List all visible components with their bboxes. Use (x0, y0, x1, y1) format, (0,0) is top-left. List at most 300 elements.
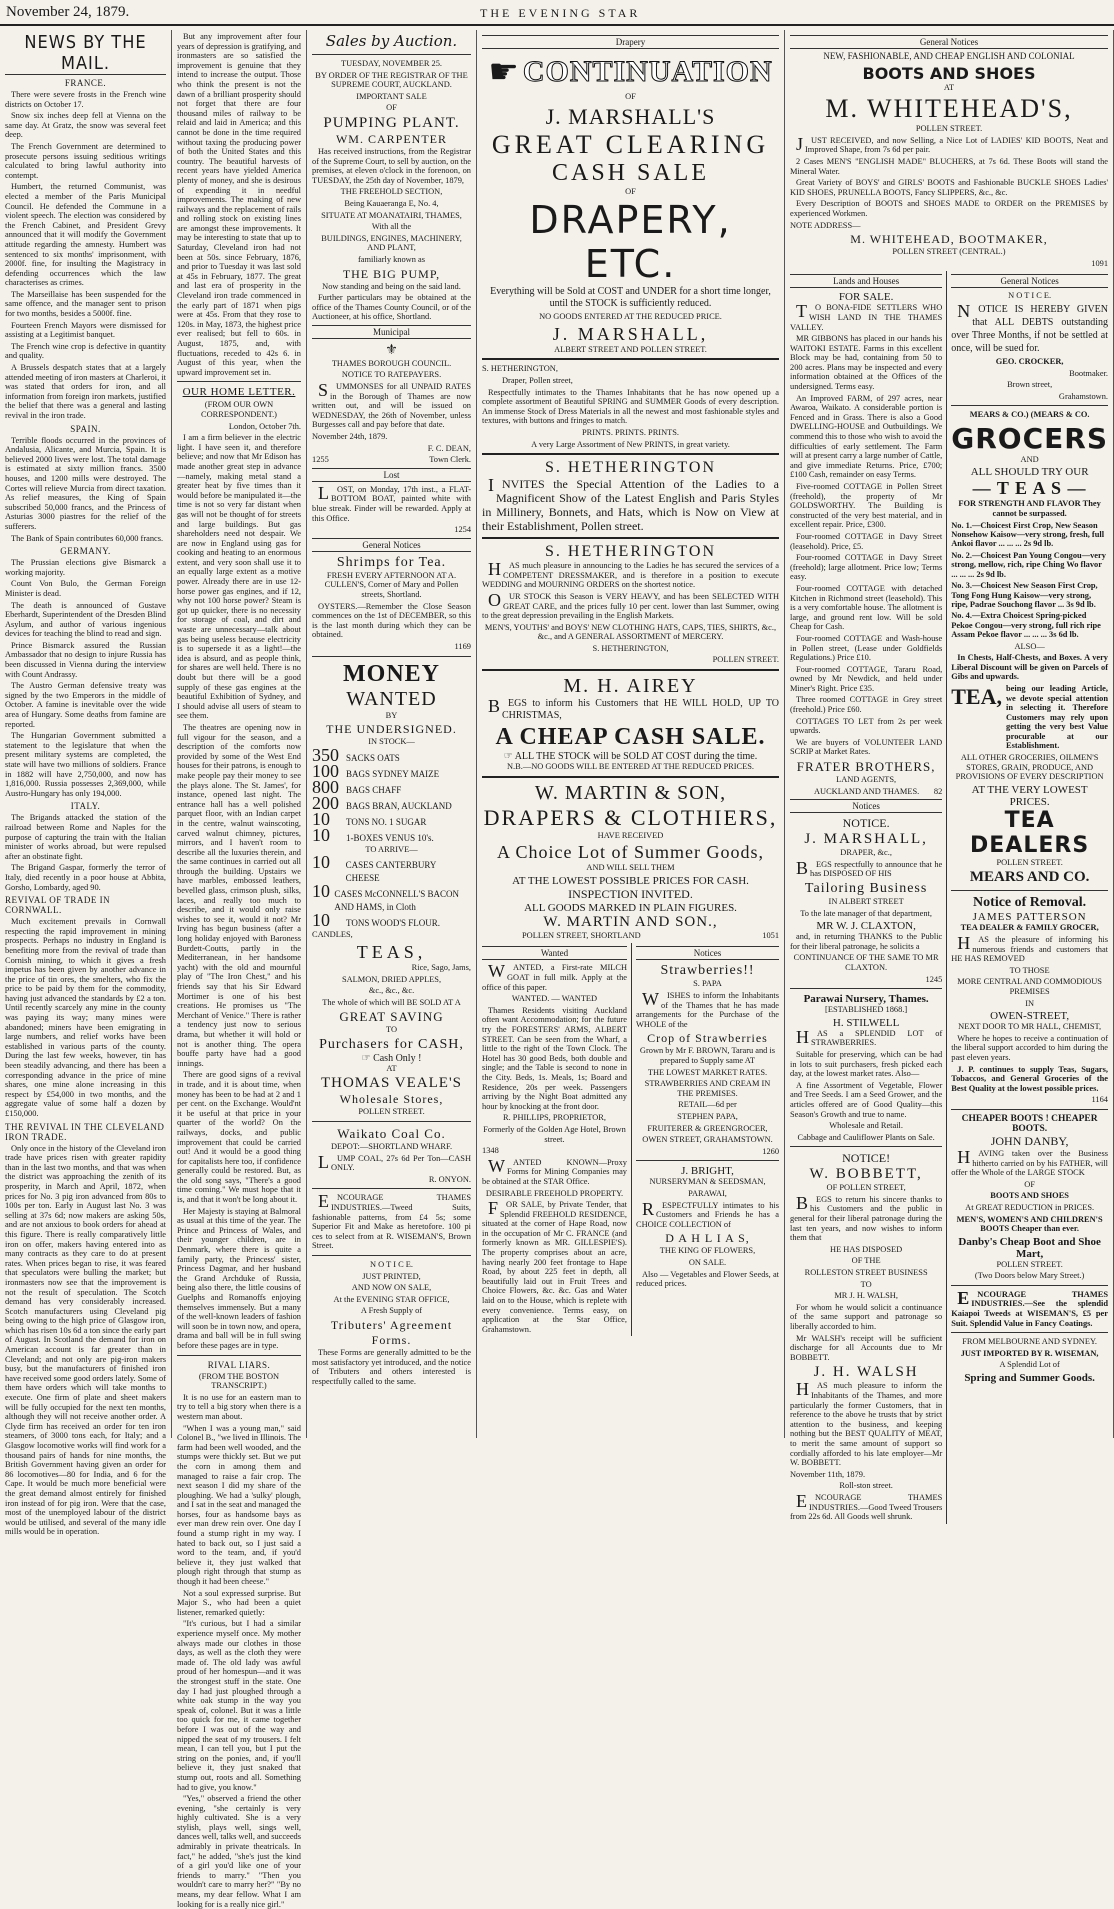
ad-line: NEXT DOOR TO MR HALL, CHEMIST, (958, 1022, 1102, 1032)
auction-sale: IMPORTANT SALE (356, 91, 427, 101)
article-paragraph: "It's curious, but I had a similar experience myself once. My mother always made our clothes in those days, as well as the cloth they were made of. The old lady was awful proud of her homespun—and it was the strongest stuff in the state. One day I had just ploughed through a white oak stump in the way you speak of, colonel. But it was a little too quick for me, it came together before I was out of the way and nipped the seat of my trousers. I felt mean, I can tell you, but I put the string on the ponies, and, if you'll believe it, they just snaked that stump out, roots and all. Something had to give, you know." (177, 1619, 301, 1792)
stock-description: BAGS BRAN, AUCKLAND (346, 800, 452, 811)
ad-text: Thames Residents visiting Auckland often want Accommodation; for the future try the FORESTERS' ARMS, ALBERT STREET. Can be seen from the Wharf, a little to the right of the Town Clock. The Hotel has 30 good Beds, both double and single; and the Table is second to none in the City. Beds, 1s. Meals, 1s; Board and Residence, 20s per week. Passengers arriving by the Night Boat admitted any hour by knocking at the front door. (482, 1005, 627, 1111)
ad-line: N O T I C E. (1008, 291, 1052, 301)
auction-order: BY ORDER OF THE REGISTRAR OF THE SUPREME COURT, AUCKLAND. (315, 70, 468, 90)
ad-number: 82 (933, 786, 943, 796)
ad-line: A very Large Assortment of New PRINTS, in great variety. (531, 439, 730, 449)
ad-text: LUMP COAL, 27s 6d Per Ton—CASH ONLY. (318, 1151, 471, 1173)
ad-line: POLLEN STREET. (712, 655, 779, 665)
divider (482, 358, 779, 360)
stock-quantity: 10 (312, 808, 330, 829)
column-news (0, 30, 172, 1537)
ad-footer (482, 931, 779, 941)
stock-item (312, 910, 471, 931)
ad-line: THE UNDERSIGNED. (326, 722, 457, 737)
ad-text: BEGS to inform his Customers that HE WILL HOLD, UP TO CHRISTMAS, (488, 696, 779, 722)
ad-title: M. WHITEHEAD, BOOTMAKER, (850, 232, 1048, 247)
auction-of: OF (386, 103, 397, 113)
auction-heading: Sales by Auction. (325, 32, 458, 50)
ad-line: With all the (371, 222, 412, 232)
ad-line: ALL SHOULD TRY OUR (970, 466, 1089, 479)
article-paragraph: The Brigands attacked the station of the railroad between Rome and Naples for the purpose of capturing the train with the Italian minister of works abroad, but were repulsed after an obstinate fight. (5, 813, 166, 861)
ad-line: Bootmaker. (1069, 368, 1108, 378)
ad-title: A CHEAP CASH SALE. (495, 724, 766, 751)
ad-line: MEARS & CO.) (MEARS & CO. (969, 410, 1090, 420)
ad-line: FROM MELBOURNE AND SYDNEY. (962, 1337, 1098, 1347)
article-paragraph: "When I was a young man," said Colonel B., "we lived in Illinois. The farm had been well wooded, and the stumps were thickly set. But we put the corn in among them and managed to raise a fair crop. The next season I did my share of the ploughing. We had a 'sulky' plough, and I sat in the seat and managed the horses, four as handsome bays as ever man drew rein over. One day I found a stump right in my way. I hated to back out, so I just said a word to the team, and, if you'd believe it, they just walked that plough right through that stump as though it had been cheese." (177, 1423, 301, 1587)
ad-title: J. MARSHALL, (552, 323, 709, 344)
ad-text: Three roomed COTTAGE in Grey street (freehold.) Price £60. (790, 695, 943, 715)
ad-text: SUMMONSES for all UNPAID RATES in the Borough of Thames are now written out, and will be issued on WEDNESDAY, the 26th of November, unless Burgesses call and pay before that date. (312, 380, 471, 430)
ad-text: Four-roomed COTTAGE in Davy Street (leasehold). Price, £5. (790, 531, 943, 551)
stock-quantity: 200 (312, 792, 339, 813)
ad-line: Roll-ston street. (839, 1481, 893, 1491)
ad-title: H. STILWELL (832, 1016, 900, 1029)
ad-title: Parawai Nursery, Thames. (803, 993, 929, 1006)
ad-text: OYSTERS.—Remember the Close Season commences on the 1st of DECEMBER, so this is the last month during which they can be obtained. (312, 601, 471, 640)
ad-title: W. MARTIN AND SON., (543, 913, 718, 930)
ad-text: being our leading Article, we devote special attention in selecting it. Therefore Customers may rely upon getting the very best Value procurable at our Establishment. (1006, 683, 1108, 751)
article-paragraph: The theatres are opening now in full vigour for the season, and a description of the comforts now provided by some of the West End houses for their patrons, is enough to make people pay their money to see the plays alone. The St. James', for instance, opened last night. The entrance hall has a well polished parquet floor, with an Indian carpet in the centre, walnut wainscoting, carved walnut chimney, pictures, mirrors, and I haven't room to describe all the luxuries therein, and the same continues in carried out all through the building. Upstairs we have marbles, embossed leathers, bevelled glass, crimson plush, silks, laces, and really too much to describe, and it would only raise wishes to see it, would it not? Mr Irving has begun business (after a long holiday enjoyed with Baroness Burdett-Coutts, partly in the Mediterranean, in her handsome yacht) with the old and mournful play of "The Iron Chest," and his friends say that his Sir Edward Mortimer is one of his best creations. He promises us "The Merchant of Venice." There is rather a tendency just now to serious drama, but whether it will hold or not is another thing. The opera bouffe party have had a good innings. (177, 722, 301, 1068)
section-bar: General Notices (951, 274, 1108, 288)
ad-text: HAS much pleasure to inform the Inhabitants of the Thames, and more particularly the former Customers, that in reference to the above he trusts that by strict attention to the business, and keeping nothing but the BEST QUALITY of MEAT, to merit the same amount of support so cordially afforded to his late employer—Mr W. BOBBETT. (790, 1379, 943, 1468)
ad-title: TEA, (951, 683, 1002, 709)
article-paragraph: Her Majesty is staying at Balmoral as usual at this time of the year. The Prince and Princess of Wales, and their younger children, are in Denmark, where there is quite a family party, the Princess' sister, Princess Dagmar, and her husband the Grand Archduke of Russia, being also there, the little cousins of Guelphs and Romanoffs enjoying themselves immensely. But a many of the well-known leaders of fashion will soon be in town now, and opera, drama and ball will be in full swing before these pages are in type. (177, 1206, 301, 1350)
stock-description: BAGS CHAFF (346, 784, 402, 795)
ad-text: Four-roomed COTTAGE and Wash-house in Pollen street, (Lease under Goldfields Regulations.) Price £10. (790, 633, 943, 663)
ad-line: OF (1024, 1179, 1035, 1189)
ad-text: HAVING taken over the Business hitherto carried on by his FATHER, will offer the Whole of the LARGE STOCK (951, 1146, 1108, 1178)
ad-line: &c., &c., &c. (368, 986, 415, 996)
article-paragraph: The Austro German defensive treaty was signed by the two Emperors in the middle of October. A famine is inevitable over the wide area of Hungary. Some deaths from famine are reported. (5, 681, 166, 729)
ad-text: OUR STOCK this Season is VERY HEAVY, and has been SELECTED WITH GREAT CARE, and the prices fully 10 per cent. lower than last Summer, owing to the great depression prevailing in the English Markets. (482, 589, 779, 621)
grocers-column (947, 271, 1108, 1523)
article-paragraph: The French Government are determined to prosecute persons issuing seditious writings calculated to bring lawful authority into contempt. (5, 141, 166, 180)
ad-line (482, 751, 779, 762)
stock-item (312, 824, 471, 845)
section-heading: OUR HOME LETTER. (182, 386, 296, 399)
byline: (FROM THE BOSTON TRANSCRIPT.) (198, 1371, 280, 1391)
ad-line: familiarly known as (358, 254, 425, 264)
divider (482, 669, 779, 671)
article-paragraph: Not a soul expressed surprise. But Major S., who had been a quiet listener, remarked quietly: (177, 1588, 301, 1617)
ad-title: Purchasers for CASH, (319, 1036, 464, 1052)
ad-line: [ESTABLISHED 1868.] (825, 1005, 908, 1015)
pointing-hand-icon: ☞ (503, 751, 513, 763)
ad-line: DESIRABLE FREEHOLD PROPERTY. (485, 1188, 624, 1198)
stock-quantity: 10 (312, 910, 330, 931)
ad-line: TO (385, 1025, 397, 1035)
divider (177, 381, 301, 382)
ad-line: LAND AGENTS, (836, 775, 897, 785)
ad-line: DRAPER, &c., (840, 848, 892, 858)
ad-number: 1245 (925, 974, 943, 984)
ad-highlight: THE BIG PUMP, (342, 266, 441, 281)
ad-line: A Fresh Supply of (360, 1306, 423, 1316)
ad-line: SALMON, DRIED APPLES, (341, 974, 442, 984)
divider (951, 890, 1108, 891)
ad-line: POLLEN STREET. (358, 1107, 425, 1117)
ad-text: Four-roomed COTTAGE, Tararu Road, owned by Mr Newdick, and held under Miner's Right. Price £35. (790, 664, 943, 693)
ad-title: M. WHITEHEAD'S, (825, 94, 1073, 124)
ad-line: NOTE ADDRESS— (790, 220, 861, 230)
section-bar: General Notices (790, 35, 1108, 49)
stock-description: TONS WOOD'S FLOUR. (346, 918, 441, 929)
ad-line: IN STOCK— (368, 737, 415, 747)
divider (482, 776, 779, 778)
ad-line: HAVE RECEIVED (597, 830, 664, 840)
ad-title: DRAPERY, ETC. (529, 198, 732, 287)
tea-item: No. 4.—Extra Choicest Spring-picked Pekoe Congou—very strong, full rich ripe Assam Pekoe flavor ... ... ... 3s 6d lb. (951, 611, 1101, 640)
divider (312, 1121, 471, 1122)
ad-line: GEO. CROCKER, (995, 356, 1064, 366)
divider (951, 405, 1108, 406)
stock-quantity: 10 (312, 881, 330, 902)
divider (951, 1285, 1108, 1286)
ad-title: GREAT SAVING (339, 1009, 444, 1025)
stock-item (312, 792, 471, 813)
ad-line: ALL OTHER GROCERIES, OILMEN'S STORES, GRAIN, PRODUCE, AND PROVISIONS OF EVERY DESCRIPTION (955, 753, 1104, 782)
ad-line: At the EVENING STAR OFFICE, (333, 1294, 450, 1304)
news-heading: NEWS BY THE MAIL. (5, 32, 166, 75)
ad-text: These Forms are generally admitted to be the most satisfactory yet introduced, and the notice of Tributers and others interested is respectfully called to the same. (312, 1347, 471, 1386)
ad-title: — T E A S — (972, 478, 1087, 499)
article-paragraph: The French wine crop is defective in quantity and quality. (5, 341, 166, 361)
article-paragraph: I am a firm believer in the electric light. I have seen it, and therefore believe; and now that Mr Edison has made another great step in advance—namely, making metal stand a greater heat by five times than it would before be manipulated it—the time is not so very far distant when gas will not be thought of for streets and large buildings. But gas shareholders need not despair. We are now in England using gas for cooking and heating to an enormous extent, and very soon shall use it to an equally large extent as a motive power. Already there are in use 12-horse power gas engines, and if 12, why not 100 horse power? Steam is got up quicker, there is no necessity for storage of coal, and dirt and waste are unnecessary—talk about gas being useless because electricity is to supersede it as a light!—the idea is absurd, and as people think, for shares are well held. There is no doubt but there will be a good supply of these gas engines at the beautiful Exhibition of Sydney, and I should advise all users of steam to see them. (177, 433, 301, 721)
article-paragraph: The Hungarian Government submitted a statement to the legislature that when the present military systems are completed, the state will have two millions of soldiers. France in 1882 will have 2,750,000, and now has 1,816,000. Russia possesses 2,369,000, while Austro-Hungary has only 194,000. (5, 731, 166, 798)
section-bar: Notices (636, 946, 779, 960)
crest-icon: ⚜ (385, 342, 398, 358)
ad-line: MORE CENTRAL AND COMMODIOUS PREMISES (957, 977, 1102, 996)
ad-line: ALSO— (1014, 641, 1045, 651)
ad-line: R. PHILLIPS, PROPRIETOR, (503, 1113, 606, 1123)
ad-line: S. HETHERINGTON, (592, 643, 669, 653)
article-paragraph: There were severe frosts in the French wine districts on October 17. (5, 90, 166, 109)
ad-text: In Chests, Half-Chests, and Boxes. A very Liberal Discount will be given on Parcels of Gibs and upwards. (951, 653, 1108, 682)
ad-line: Rice, Sago, Jams, (411, 962, 471, 972)
ad-number: 1164 (1091, 1095, 1108, 1105)
ad-line: THAMES BOROUGH COUNCIL. (331, 358, 452, 368)
ad-title: FRATER BROTHERS, (796, 759, 936, 775)
ad-line: N O T I C E. (370, 1260, 413, 1269)
ad-text: TO BONA-FIDE SETTLERS WHO WISH LAND IN THE THAMES VALLEY. (790, 301, 943, 332)
ad-text: We are buyers of VOLUNTEER LAND SCRIP at Market Rates. (790, 737, 943, 757)
stock-description: TONS NO. 1 SUGAR (346, 816, 427, 827)
ad-title: TEAS, (356, 941, 427, 962)
split-section (482, 943, 779, 1336)
stock-quantity: 10 (312, 824, 330, 845)
divider (312, 656, 471, 657)
ad-title: Danby's Cheap Boot and Shoe Mart, (958, 1235, 1101, 1260)
ad-title: Wholesale Stores, (339, 1092, 444, 1107)
section-heading: ITALY. (70, 801, 101, 812)
divider (482, 453, 779, 455)
ad-title: J. MARSHALL, (804, 831, 928, 848)
ad-line: N.B.—NO GOODS WILL BE ENTERED AT THE REDUCED PRICES. (507, 762, 754, 772)
ad-title: THOMAS VEALE'S (320, 1075, 463, 1092)
ad-line: PRINTS. PRINTS. PRINTS. (581, 427, 680, 437)
ad-title: CONTINUATION (522, 55, 773, 88)
ad-text: A fine Assortment of Vegetable, Flower and Tree Seeds. I am a Seed Grower, and the articles offered are of Good Quality—this Season's Growth and true to name. (790, 1080, 943, 1119)
ad-title: Tributers' Agreement Forms. (330, 1317, 453, 1347)
article-paragraph: The Marseillaise has been suspended for the same offence, and the manager sent to prison for two months, besides a 5000f. fine. (5, 289, 166, 319)
ad-text: Also — Vegetables and Flower Seeds, at reduced prices. (636, 1269, 779, 1289)
divider (482, 537, 779, 539)
ad-text: WANTED, a First-rate MILCH GOAT in full milk. Apply at the office of this paper. (482, 961, 627, 992)
tea-item: No. 2.—Choicest Pan Young Congou—very strong, mellow, rich, ripe Ching Wo flavor ... ... ... 2s 9d lb. (951, 550, 1106, 579)
ad-text: ENCOURAGE THAMES INDUSTRIES.—Good Tweed Trousers from 22s 6d. All Goods well shrunk. (790, 1490, 943, 1522)
section-heading: FRANCE. (64, 78, 107, 88)
ad-footer (312, 455, 471, 465)
ad-line: OWEN-STREET, (990, 1010, 1070, 1023)
ad-text: LOST, on Monday, 17th inst., a FLAT-BOTTOM BOAT, painted white with blue streak. Finder will be rewarded. Apply at this Office. (312, 482, 471, 523)
ad-title: Spring and Summer Goods. (964, 1372, 1095, 1385)
ad-line: TO (860, 1279, 872, 1289)
stock-item (312, 852, 471, 885)
ad-line: PARAWAI, (688, 1188, 727, 1198)
ad-line: POLLEN STREET. (915, 124, 983, 134)
ad-text: ENCOURAGE THAMES INDUSTRIES.—Tweed Suits, fashionable patterns, from £4 5s; some Superior Fit and Make as heretofore. 100 pi ces to select from at R. WISEMAN'S, Brown Street. (312, 1191, 471, 1251)
article-paragraph: Snow six inches deep fell at Vienna on the same day. At Gratz, the snow was several feet deep. (5, 111, 166, 140)
divider (790, 1146, 942, 1147)
ad-text: An Improved FARM, of 297 acres, near Awaroa, Waikato. A considerable portion is Fenced and in Grass. There is also a Good DWELLING-HOUSE and Outbuildings. We commend this to those who wish to avoid the difficulties of early settlement. The Farm will at present carry a large number of Cattle, and give immediate Returns. Price, £700; £100 Cash, remainder on easy Terms. (790, 393, 943, 480)
ad-text: HAS the pleasure of informing his numerous friends and customers that HE HAS REMOVED (951, 933, 1108, 964)
section-bar: Municipal (312, 325, 471, 339)
ad-line: STEPHEN PAPA, (677, 1111, 738, 1121)
article-paragraph: The Prussian elections give Bismarck a working majority. (5, 558, 166, 577)
masthead (0, 0, 1114, 26)
ad-number: 1051 (762, 930, 779, 940)
ad-text: Further particulars may be obtained at the office of the Thames County Council, or of the Auctioneer, at his office, Shortland. (312, 293, 471, 322)
ad-line: Cabbage and Cauliflower Plants on Sale. (797, 1132, 935, 1142)
ad-text: FRESH EVERY AFTERNOON AT A. CULLEN'S, Corner of Mary and Pollen streets, Shortland. (324, 570, 459, 599)
divider (312, 54, 471, 55)
stock-item (312, 881, 471, 914)
ad-line: JUST IMPORTED BY R. WISEMAN, (960, 1348, 1099, 1358)
signature: R. ONYON. (428, 1174, 471, 1184)
ad-title: BOOTS AND SHOES (862, 63, 1036, 83)
article-paragraph: Humbert, the returned Communist, was elected a member of the Paris Municipal Council. He defended the Commune in a violent speech. The election was considered by the French Cabinet, and President Grevy announced that it will modify the Government attitude regarding the amnesty. Humbert was sentenced to six months' imprisonment, with 2000f. fine, for insulting the Magistracy in defending occurrences which the law characterises as crimes. (5, 182, 166, 288)
ad-line: THE FREEHOLD SECTION, (340, 187, 443, 197)
ad-title: Tailoring Business (804, 881, 928, 896)
article-paragraph: There are good signs of a revival in trade, and it is about time, when money has been to be had at 2 and 1 per cent. on the Exchange. Would'nt it be useful at that price in your quarter of the world? On the railways, docks, and public improvement that could be carried out! And it would be a good thing for capitalists here too, if confidence generally could be restored. But, as the old song says, "There's a good time coming." We must hope that it is, and that it won't be long about it. (177, 1070, 301, 1205)
ad-title: S. HETHERINGTON (544, 543, 717, 561)
signature-title: Town Clerk. (429, 455, 471, 465)
ad-title: D A H L I A S, (665, 1231, 750, 1246)
ad-text: Four-roomed COTTAGE with detached Kitchen in Richmond street (leasehold). This is a very comfortable house. The allotment is large, and ground rent low. Will be sold Cheap for Cash. (790, 583, 943, 632)
ad-line: MEN'S, YOUTHS' and BOYS' NEW CLOTHING HATS, CAPS, TIES, SHIRTS, &c., &c., and A GENERAL ASSORTMENT of MERCERY. (484, 622, 777, 642)
ad-title: S. HETHERINGTON (544, 459, 717, 477)
ad-line: RETAIL—6d per (678, 1100, 737, 1110)
ad-line: OWEN STREET, GRAHAMSTOWN. (642, 1135, 773, 1145)
ad-line: To the late manager of that department, (800, 908, 932, 918)
ad-date: November 24th, 1879. (312, 432, 388, 442)
ad-text: Where he hopes to receive a continuation of the liberal support accorded to him during the past eleven years. (951, 1033, 1108, 1062)
ad-title: CHEAPER BOOTS ! CHEAPER BOOTS. (961, 1113, 1098, 1134)
ad-line: (Two Doors below Mary Street.) (974, 1271, 1085, 1281)
ad-line: POLLEN STREET, SHORTLAND (522, 930, 641, 940)
article-paragraph: Prince Bismarck assured the Russian Ambassador that no design to injure Russia has been discussed in Vienna during the interview with Count Andrassy. (5, 640, 166, 679)
ad-line: S. HETHERINGTON, (482, 364, 558, 374)
ad-line: NO GOODS ENTERED AT THE REDUCED PRICE. (539, 312, 722, 322)
stock-description: CASES CANTERBURY CHEESE (345, 860, 437, 884)
article-paragraph: It is no use for an eastern man to try to tell a big story when there is a western man about. (177, 1392, 301, 1421)
ad-line: BUILDINGS, ENGINES, MACHINERY, AND PLANT, (321, 233, 462, 253)
ad-line: Being Kauaeranga E, No. 4, (344, 198, 439, 208)
ad-title: MEARS AND CO. (969, 869, 1090, 886)
ad-line: MEN'S, WOMEN'S AND CHILDREN'S BOOTS Cheaper than ever. (956, 1214, 1103, 1234)
pointing-hand-icon: ☛ (488, 54, 519, 91)
ad-line: AND (1020, 454, 1039, 464)
byline: (FROM OUR OWN CORRESPONDENT.) (201, 400, 277, 419)
ad-line: POLLEN STREET. (996, 1259, 1063, 1269)
divider (312, 1188, 471, 1189)
ad-text: ALL THE STOCK will be SOLD AT COST during the time. (514, 751, 758, 763)
ad-line: CANDLES, (312, 930, 353, 940)
divider (636, 1160, 779, 1161)
lands-column (790, 271, 947, 1523)
ad-text: 2 Cases MEN'S "ENGLISH MADE" BLUCHERS, at 7s 6d. These Boots will stand the Mineral Water. (790, 156, 1108, 176)
ad-line: AT THE LOWEST POSSIBLE PRICES FOR CASH. (512, 874, 749, 887)
ad-title: TEA DEALERS (970, 807, 1090, 858)
ad-line: TEA DEALER & FAMILY GROCER, (960, 923, 1099, 933)
article-paragraph: Fourteen French Mayors were dismissed for assisting at a Legitimist banquet. (5, 320, 166, 340)
section-heading: THE REVIVAL IN THE CLEVELAND IRON TRADE. (5, 1121, 165, 1142)
ad-title: JAMES PATTERSON (972, 911, 1087, 924)
stock-item (312, 808, 471, 829)
ad-title: MR W. J. CLAXTON, (816, 920, 916, 933)
stock-description: SACKS OATS (346, 752, 400, 763)
ad-title: Crop of Strawberries (647, 1031, 768, 1046)
ad-title: MONEY (343, 660, 440, 687)
ad-text: WISHES to inform the Inhabitants of the Thames that he has made arrangements for the Purchase of the WHOLE of the (636, 989, 779, 1029)
split-section (790, 271, 1108, 1523)
article-paragraph: Count Von Bulo, the German Foreign Minister is dead. (5, 579, 166, 598)
ad-title: W. MARTIN & SON, (534, 781, 727, 804)
ad-line: FRUITERER & GREENGROCER, (647, 1123, 768, 1133)
article-paragraph: The Brigand Gaspar, formerly the terror of Italy, died recently in a poor house at Abbita, Gorsho, Lombardy, aged 90. (5, 863, 166, 892)
ad-title: Notice of Removal. (973, 895, 1087, 911)
ad-line: FOR STRENGTH AND FLAVOR They cannot be surpassed. (958, 499, 1101, 519)
stock-quantity: 350 (312, 744, 339, 765)
divider (312, 1255, 471, 1256)
ad-line: OF (625, 186, 636, 196)
ad-number: 1260 (762, 1146, 779, 1156)
ad-line: Wholesale and Retail. (829, 1121, 903, 1131)
article-paragraph: A Brussels despatch states that at a largely attended meeting of iron masters at Charleroi, it was stated that orders for iron, and all information from foreign iron markets, justified the belief that there was a general and lasting revival in the iron trade. (5, 363, 166, 420)
section-bar: Lands and Houses (790, 274, 942, 288)
tea-item: No. 1.—Choicest First Crop, New Season Nonsehow Kaisow—very strong, fresh, full Ankoi flavor ... ... ... 2s 9d lb. (951, 520, 1105, 549)
ad-line: POLLEN STREET. (996, 857, 1063, 867)
ad-text: Four-roomed COTTAGE in Davy Street (freehold); large allotment. Price low; Terms easy. (790, 553, 943, 582)
ad-line: ON SALE. (688, 1257, 727, 1267)
article-paragraph: Only once in the history of the Cleveland iron trade have prices risen with greater rapidity than in the last two months, and that was when the district was approaching the zenith of its prosperity, in March and April, 1872, when prices for No. 3 pig iron advanced from 80s to 100s per ton. Early in August last No. 3 was selling at 37s 6d; now makers are asking 50s, and are not anxious to book orders for ahead at this figure. There is really comparatively little iron on offer, makers having entered into as many contracts as they care to do at present rates. When prices began to rise, it was feared that speculators were bulling the market; but ironmasters now see that the improvement is not the result of speculation. The Scotch demand has very considerably increased. Scotch manufacturers using Cleveland pig being owing to the high price of Glasgow iron, which has risen 10s 6d a ton since the early part of August. In Scotland the demand for iron on American account is far greater than in Cleveland; and not only are pig-iron makers busy, but the manufacturers of finished iron have received some good orders lately. Some of them have orders which will take months to execute. One firm of plate and sheet makers will be fully occupied for the next ten months, although they will not receive another order. A Clyde firm has received an order for ten iron steamers, of 3000 tons each, for Italy; and a Glasgow locomotive works will find work for a thousand pairs of hands for nine months, the British Government having given an order for 86 locomotives—80 for India, and 6 for the Cape. It would be much more beneficial were the great demand almost entirely for finished iron instead of for pig iron. Were that the case, most of the unemployed labour of the district would be utilised, and several of the many idle mills would be in operation. (5, 1143, 166, 1537)
divider (177, 1355, 301, 1356)
ad-line: Draper, Pollen street, (502, 375, 573, 385)
article-paragraph: Much excitement prevails in Cornwall respecting the rapid improvement in mining prospects. Perhaps no industry in England is benefiting more from the revival of trade than Cornish mining, to which it gives a fresh impetus has been given by another advance in the price of tin ores, the smelters, who fix the price to be paid by them for the commodity, having just advanced the standards by £2 a ton. Until recently scarcely any mine in the county was paying its way; many mines were abandoned; miners have been emigrating in large numbers, and relief works have been established in various parts of the county. During the last few weeks, however, tin has been steadily advancing, and there has been a corresponding advance in the price of mine shares, one mine alone increasing in this respect by £54,000 in two months, and the aggregate value of some half a dozen by £150,000. (5, 917, 166, 1118)
stock-quantity: 10 (312, 852, 330, 873)
auctioneer-name: WM. CARPENTER (335, 131, 447, 146)
ad-title: FOR SALE. (838, 291, 894, 304)
auction-title: PUMPING PLANT. (323, 114, 460, 131)
issue-date: November 24, 1879. (6, 4, 130, 20)
ad-line: MR J. H. WALSH, (834, 1291, 898, 1301)
ad-line: POLLEN STREET (CENTRAL.) (892, 247, 1006, 257)
ad-line: OF (625, 92, 636, 101)
ad-text: BEGS to return his sincere thanks to his Customers and the public in general for their liberal patronage during the last ten years, and now wishes to inform them that (790, 1192, 943, 1243)
article-paragraph: The death is announced of Gustave Eberhardt, Superintendent of the Dresden Blind Asylum, and author of various ingenious devices for teaching the blind to read and sign. (5, 600, 166, 639)
continuation-banner (482, 52, 779, 92)
stock-list (312, 744, 471, 845)
ad-line: ROLLESTON STREET BUSINESS (804, 1268, 928, 1278)
section-bar: Lost (312, 468, 471, 482)
stock-quantity: 100 (312, 760, 339, 781)
ad-date: November 11th, 1879. (790, 1469, 866, 1479)
ad-text: Every Description of BOOTS and SHOES MADE to ORDER on the PREMISES by experienced Workmen. (790, 199, 1108, 218)
tea-item: No. 3.—Choicest New Season First Crop, Tong Fong Hung Kaisow—very strong, ripe, Padrae Souchong flavor ... 3s 9d lb. (951, 581, 1098, 609)
ad-line: S. PAPA (693, 979, 722, 989)
ad-line: AND WILL SELL THEM (586, 863, 675, 873)
column-auctions (307, 30, 477, 1438)
tea-block (951, 684, 1108, 753)
ad-title: DRAPERS & CLOTHIERS, (483, 804, 778, 830)
ad-text: RESPECTFULLY intimates to his Customers and Friends he has a CHOICE COLLECTION of (636, 1198, 779, 1229)
ad-line: HE HAS DISPOSED (830, 1244, 903, 1254)
ad-line: JUST PRINTED, (362, 1271, 421, 1281)
ad-line: CONTINUANCE OF THE SAME TO MR CLAXTON. (793, 953, 939, 972)
stock-quantity: 800 (312, 776, 339, 797)
article-paragraph: "Yes," observed a friend the other evening, "she certainly is very highly cultivated. She is a very stylish, plays well, sings well, dances well, talks well, and succeeds admirably in private theatricals. In fact," he added, "she's just the kind of a girl you'd like one of your friends to marry." "Then you wouldn't care to marry her?" "By no means, my dear fellow. What I am looking for is a really nice girl." (177, 1794, 301, 1909)
ad-text: and, in returning THANKS to the Public for their liberal patronage, he solicits a (790, 932, 943, 951)
ad-line: AT THE VERY LOWEST PRICES. (971, 783, 1088, 808)
ad-line: AT (386, 1063, 397, 1073)
ad-line: OF POLLEN STREET, (826, 1183, 906, 1193)
ad-line: BOOTS AND SHOES (990, 1191, 1069, 1201)
ad-text: HAS much pleasure in announcing to the Ladies he has secured the services of a COMPETENT DRESSMAKER, and is therefore in a position to execute WEDDING and MOURNING ORDERS on the shortest notice. (482, 559, 779, 590)
ad-number: 1091 (1091, 258, 1108, 268)
ad-line: OF THE (851, 1256, 881, 1266)
ad-text: JUST RECEIVED, and now Selling, a Nice Lot of LADIES' KID BOOTS, Neat and Improved Shape, from 7s 6d per pair. (796, 133, 1108, 155)
section-bar: Notices (790, 799, 942, 813)
stock-description: BAGS SYDNEY MAIZE (346, 768, 440, 779)
auction-date: TUESDAY, NOVEMBER 25. (341, 59, 442, 68)
ad-footer (790, 787, 942, 797)
ad-line: BY (385, 710, 398, 720)
ad-title: Shrimps for Tea. (336, 554, 447, 570)
ad-line: AT (943, 82, 955, 92)
ad-line: SITUATE AT MOANATAIRI, THAMES, (321, 210, 462, 220)
ad-text: For whom he would solicit a continuance of the same support and patronage so liberally accorded to him. (790, 1302, 943, 1331)
ad-text: Everything will be Sold at COST and UNDER for a short time longer, until the STOCK is sufficiently reduced. (490, 286, 771, 310)
ad-line: ALL GOODS MARKED IN PLAIN FIGURES. (524, 901, 737, 914)
ad-number: 1254 (454, 525, 471, 535)
ad-title: WANTED (346, 687, 437, 710)
pointing-hand-icon: ☞ (361, 1052, 371, 1064)
ad-title: Waikato Coal Co. (337, 1126, 446, 1142)
column-drapery (477, 30, 785, 1438)
section-bar: General Notices (312, 538, 471, 552)
dateline: London, October 7th. (228, 421, 301, 431)
ad-title: J. H. WALSH (813, 1364, 919, 1381)
ad-title: W. BOBBETT, (809, 1166, 923, 1183)
ad-title: Strawberries!! (660, 963, 755, 979)
ad-number: 1169 (454, 641, 471, 651)
ad-line: NOTICE TO RATEPAYERS. (341, 370, 442, 380)
wanted-column (482, 943, 632, 1336)
ad-text: Mr WALSH's receipt will be sufficient discharge for all Accounts due to Mr BOBBETT. (790, 1333, 943, 1362)
ad-number: 1255 (312, 455, 329, 465)
